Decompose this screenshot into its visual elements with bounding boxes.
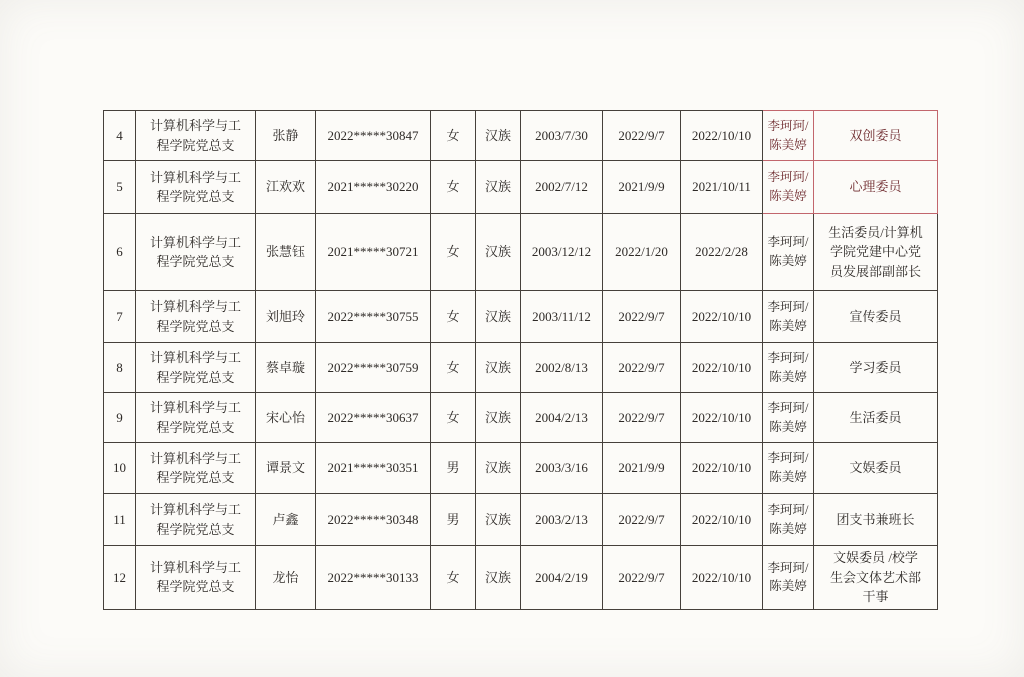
cell-date2: 2022/10/10	[681, 111, 763, 161]
cell-no: 11	[104, 494, 136, 546]
cell-date2: 2022/2/28	[681, 214, 763, 291]
cell-id: 2022*****30133	[316, 546, 431, 610]
cell-birth: 2003/12/12	[521, 214, 603, 291]
cell-branch: 计算机科学与工程学院党总支	[136, 546, 256, 610]
cell-no: 8	[104, 343, 136, 393]
cell-gender: 男	[431, 443, 476, 494]
cell-date1: 2022/9/7	[603, 111, 681, 161]
cell-id: 2022*****30755	[316, 291, 431, 343]
cell-contact: 李珂珂/陈美婷	[763, 443, 814, 494]
cell-id: 2021*****30721	[316, 214, 431, 291]
cell-id: 2021*****30220	[316, 161, 431, 214]
cell-no: 7	[104, 291, 136, 343]
cell-branch: 计算机科学与工程学院党总支	[136, 291, 256, 343]
cell-id: 2021*****30351	[316, 443, 431, 494]
cell-ethnicity: 汉族	[476, 343, 521, 393]
cell-birth: 2002/8/13	[521, 343, 603, 393]
table-row	[104, 161, 938, 214]
table-row	[104, 291, 938, 343]
cell-contact: 李珂珂/陈美婷	[763, 494, 814, 546]
cell-no: 6	[104, 214, 136, 291]
cell-position: 团支书兼班长	[814, 494, 938, 546]
cell-branch: 计算机科学与工程学院党总支	[136, 393, 256, 443]
cell-name: 蔡卓璇	[256, 343, 316, 393]
cell-position: 文娱委员	[814, 443, 938, 494]
table-row	[104, 214, 938, 291]
cell-date1: 2022/1/20	[603, 214, 681, 291]
cell-position: 心理委员	[814, 161, 938, 214]
cell-contact: 李珂珂/陈美婷	[763, 161, 814, 214]
table-row	[104, 111, 938, 161]
cell-date2: 2022/10/10	[681, 546, 763, 610]
cell-date2: 2022/10/10	[681, 291, 763, 343]
table-row	[104, 393, 938, 443]
cell-position: 宣传委员	[814, 291, 938, 343]
cell-ethnicity: 汉族	[476, 291, 521, 343]
cell-gender: 女	[431, 291, 476, 343]
cell-birth: 2003/2/13	[521, 494, 603, 546]
cell-no: 12	[104, 546, 136, 610]
cell-birth: 2002/7/12	[521, 161, 603, 214]
cell-date1: 2022/9/7	[603, 291, 681, 343]
cell-no: 4	[104, 111, 136, 161]
cell-birth: 2003/3/16	[521, 443, 603, 494]
cell-contact: 李珂珂/陈美婷	[763, 393, 814, 443]
cell-ethnicity: 汉族	[476, 546, 521, 610]
cell-ethnicity: 汉族	[476, 111, 521, 161]
cell-date2: 2021/10/11	[681, 161, 763, 214]
cell-position: 双创委员	[814, 111, 938, 161]
cell-contact: 李珂珂/陈美婷	[763, 546, 814, 610]
cell-date1: 2022/9/7	[603, 343, 681, 393]
cell-name: 张慧钰	[256, 214, 316, 291]
cell-position: 学习委员	[814, 343, 938, 393]
cell-no: 9	[104, 393, 136, 443]
cell-gender: 男	[431, 494, 476, 546]
cell-ethnicity: 汉族	[476, 214, 521, 291]
cell-birth: 2004/2/13	[521, 393, 603, 443]
cell-date1: 2021/9/9	[603, 161, 681, 214]
cell-id: 2022*****30637	[316, 393, 431, 443]
cell-date1: 2022/9/7	[603, 393, 681, 443]
cell-id: 2022*****30348	[316, 494, 431, 546]
cell-name: 谭景文	[256, 443, 316, 494]
cell-gender: 女	[431, 393, 476, 443]
cell-ethnicity: 汉族	[476, 161, 521, 214]
cell-gender: 女	[431, 214, 476, 291]
cell-no: 10	[104, 443, 136, 494]
cell-date2: 2022/10/10	[681, 494, 763, 546]
cell-date2: 2022/10/10	[681, 443, 763, 494]
cell-branch: 计算机科学与工程学院党总支	[136, 161, 256, 214]
cell-position: 文娱委员 /校学生会文体艺术部干事	[814, 546, 938, 610]
cell-contact: 李珂珂/陈美婷	[763, 291, 814, 343]
cell-branch: 计算机科学与工程学院党总支	[136, 214, 256, 291]
table-row	[104, 546, 938, 610]
cell-name: 卢鑫	[256, 494, 316, 546]
cell-name: 刘旭玲	[256, 291, 316, 343]
table-row	[104, 443, 938, 494]
cell-position: 生活委员	[814, 393, 938, 443]
cell-date1: 2022/9/7	[603, 494, 681, 546]
cell-contact: 李珂珂/陈美婷	[763, 214, 814, 291]
cell-date2: 2022/10/10	[681, 343, 763, 393]
cell-birth: 2004/2/19	[521, 546, 603, 610]
roster-table	[103, 110, 938, 610]
cell-id: 2022*****30847	[316, 111, 431, 161]
cell-contact: 李珂珂/陈美婷	[763, 343, 814, 393]
cell-branch: 计算机科学与工程学院党总支	[136, 343, 256, 393]
cell-name: 张静	[256, 111, 316, 161]
roster-table-body	[104, 111, 938, 610]
cell-gender: 女	[431, 161, 476, 214]
cell-birth: 2003/11/12	[521, 291, 603, 343]
cell-date1: 2022/9/7	[603, 546, 681, 610]
cell-gender: 女	[431, 546, 476, 610]
cell-date2: 2022/10/10	[681, 393, 763, 443]
table-row	[104, 343, 938, 393]
cell-contact: 李珂珂/陈美婷	[763, 111, 814, 161]
cell-ethnicity: 汉族	[476, 443, 521, 494]
cell-no: 5	[104, 161, 136, 214]
cell-birth: 2003/7/30	[521, 111, 603, 161]
cell-branch: 计算机科学与工程学院党总支	[136, 111, 256, 161]
cell-branch: 计算机科学与工程学院党总支	[136, 443, 256, 494]
cell-id: 2022*****30759	[316, 343, 431, 393]
cell-ethnicity: 汉族	[476, 393, 521, 443]
cell-ethnicity: 汉族	[476, 494, 521, 546]
cell-date1: 2021/9/9	[603, 443, 681, 494]
table-row	[104, 494, 938, 546]
cell-position: 生活委员/计算机学院党建中心党员发展部副部长	[814, 214, 938, 291]
cell-gender: 女	[431, 343, 476, 393]
cell-name: 宋心怡	[256, 393, 316, 443]
cell-name: 江欢欢	[256, 161, 316, 214]
cell-gender: 女	[431, 111, 476, 161]
cell-name: 龙怡	[256, 546, 316, 610]
cell-branch: 计算机科学与工程学院党总支	[136, 494, 256, 546]
